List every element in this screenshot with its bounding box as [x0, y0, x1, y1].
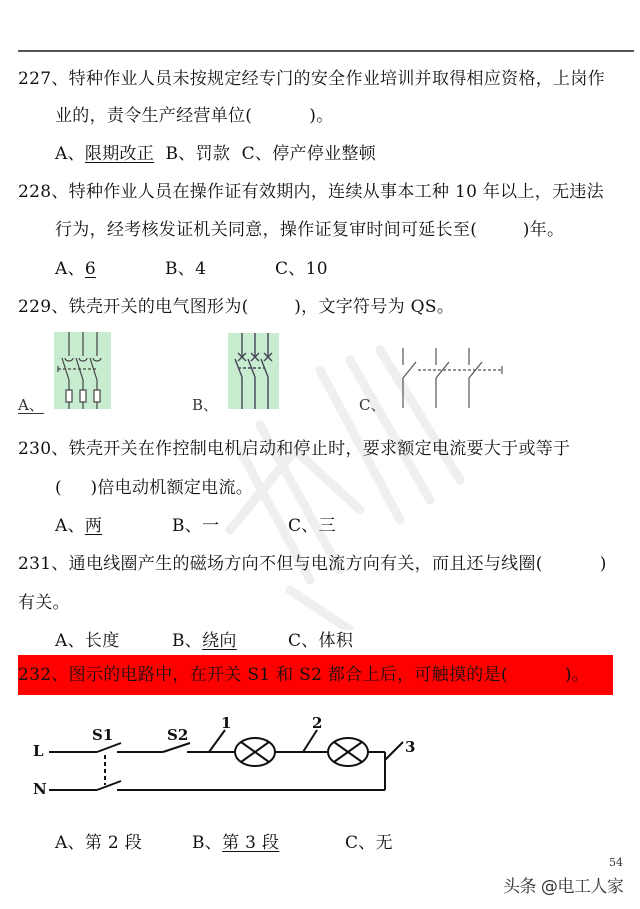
option-c-text: 体积 — [318, 631, 354, 651]
question-231-option-c — [288, 630, 353, 652]
question-229-option-c-label: C、 — [359, 396, 386, 414]
option-a-text: 长度 — [84, 631, 120, 651]
option-b-answer: 第 3 段 — [222, 833, 280, 853]
option-b-text: 4 — [195, 259, 207, 279]
question-229-option-a-label: A、 — [18, 396, 44, 414]
question-227-options — [55, 143, 376, 165]
option-a-label: A、 — [55, 516, 85, 536]
option-a-label: A、 — [55, 833, 85, 853]
option-c-label: C、 — [241, 144, 273, 164]
option-b-label: B、 — [165, 144, 196, 164]
option-a-answer: 限期改正 — [84, 144, 155, 164]
circuit-breaker-diagram — [228, 333, 279, 409]
option-c-label: C、 — [288, 631, 319, 651]
option-b-label: B、 — [165, 259, 196, 279]
brand-watermark: 头条 @电工人家 — [503, 877, 624, 897]
question-232-line1: 232、图示的电路中，在开关 S1 和 S2 都合上后，可触摸的是( )。 — [18, 665, 590, 685]
option-c-text: 无 — [375, 833, 393, 853]
label-S2: S2 — [167, 726, 189, 744]
option-c-label: C、 — [288, 516, 319, 536]
switch-with-fuses-diagram — [54, 332, 111, 409]
question-228-option-c — [275, 258, 328, 280]
three-pole-switch-diagram — [398, 348, 508, 410]
option-b-answer: 绕向 — [202, 631, 237, 651]
option-c-label: C、 — [275, 259, 306, 279]
question-230-option-c — [288, 515, 336, 537]
question-231-line1: 231、通电线圈产生的磁场方向不但与电流方向有关，而且还与线圈( ) — [18, 554, 607, 574]
header-rule — [18, 50, 634, 52]
question-231-option-a — [55, 630, 120, 652]
question-228-option-b — [165, 258, 206, 280]
option-c-text: 停产停业整顿 — [272, 144, 377, 164]
question-232-option-c — [345, 832, 393, 854]
option-b-label: B、 — [172, 516, 203, 536]
label-N: N — [33, 780, 47, 798]
label-segment-3: 3 — [405, 738, 416, 756]
label-segment-2: 2 — [312, 714, 323, 732]
question-228-line1: 228、特种作业人员在操作证有效期内，连续从事本工种 10 年以上，无违法 — [18, 182, 604, 202]
question-228-line2: 行为，经考核发证机关同意，操作证复审时间可延长至( )年。 — [55, 220, 565, 240]
option-b-text: 一 — [202, 516, 220, 536]
question-227-line2: 业的，责令生产经营单位( )。 — [55, 106, 334, 126]
option-b-label: B、 — [192, 833, 223, 853]
option-b-text: 罚款 — [195, 144, 231, 164]
question-230-option-a — [55, 515, 102, 537]
label-segment-1: 1 — [221, 714, 232, 732]
option-b-label: B、 — [172, 631, 203, 651]
question-230-line2: ( )倍电动机额定电流。 — [55, 478, 254, 498]
question-227-line1: 227、特种作业人员未按规定经专门的安全作业培训并取得相应资格，上岗作 — [18, 69, 605, 89]
question-228-option-a — [55, 258, 96, 280]
option-a-answer: 两 — [84, 516, 103, 536]
option-a-text: 第 2 段 — [84, 833, 143, 853]
option-c-label: C、 — [345, 833, 376, 853]
option-c-text: 10 — [305, 259, 328, 279]
question-231-line2: 有关。 — [18, 593, 70, 613]
option-a-label: A、 — [55, 631, 85, 651]
page-number: 54 — [609, 856, 623, 869]
label-L: L — [33, 742, 44, 760]
question-229-option-b-label: B、 — [192, 396, 219, 414]
option-a-answer: 6 — [84, 259, 97, 279]
option-a-label: A、 — [55, 144, 85, 164]
question-231-option-b — [172, 630, 237, 652]
option-a-label: A、 — [55, 259, 85, 279]
label-S1: S1 — [92, 726, 114, 744]
circuit-diagram — [25, 705, 425, 805]
question-229-line1: 229、铁壳开关的电气图形为( )，文字符号为 QS。 — [18, 297, 455, 317]
question-232-option-a — [55, 832, 142, 854]
question-232-option-b — [192, 832, 279, 854]
question-230-line1: 230、铁壳开关在作控制电机启动和停止时，要求额定电流要大于或等于 — [18, 439, 571, 459]
question-230-option-b — [172, 515, 219, 537]
option-c-text: 三 — [318, 516, 336, 536]
